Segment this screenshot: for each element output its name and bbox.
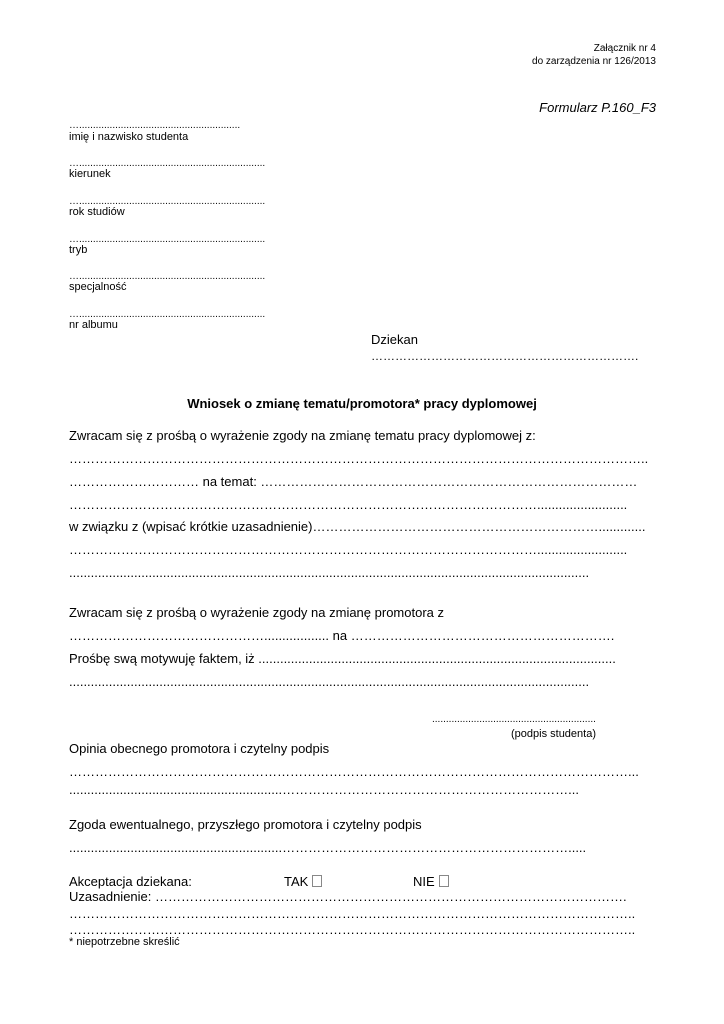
topic-line-5[interactable]: ………………………………………………………………………………………………......................... [69, 542, 628, 557]
dean-name-line[interactable]: …………………………………………………………. [371, 349, 639, 363]
student-signature-label: (podpis studenta) [511, 728, 596, 740]
album-number-line[interactable]: …................................................................... [69, 309, 266, 320]
justification-line[interactable]: Uzasadnienie: ………………………………………………………………………………………………. [69, 889, 627, 904]
topic-new-line[interactable]: ………………………… na temat: …………………………………………………………………………… [69, 474, 638, 489]
supervisor-motivation-line-2[interactable]: ................................................................................................................................................ [69, 674, 590, 689]
topic-change-intro: Zwracam się z prośbą o wyrażenie zgody na zmianę tematu pracy dyplomowej z: [69, 428, 536, 443]
regulation-reference: do zarządzenia nr 126/2013 [532, 56, 656, 67]
current-supervisor-line-2[interactable]: ...........................................................…………………………………………………………... [69, 782, 579, 797]
student-signature-line[interactable]: ........................................................... [432, 714, 596, 725]
topic-line-3[interactable]: ………………………………………………………………………………………………......................... [69, 497, 628, 512]
topic-line-6[interactable]: ................................................................................................................................................ [69, 565, 590, 580]
topic-current-line[interactable]: …………………………………………………………………………………………………………………….. [69, 451, 649, 466]
form-identifier: Formularz P.160_F3 [539, 100, 656, 115]
dean-label: Dziekan [371, 332, 418, 347]
student-name-line[interactable]: ….......................................................... [69, 120, 241, 131]
student-name-label: imię i nazwisko studenta [69, 131, 189, 143]
accept-yes-option[interactable] [284, 874, 322, 889]
future-supervisor-line[interactable]: ...........................................................…………………………………………………………..... [69, 840, 587, 855]
accept-yes-label: TAK [284, 874, 309, 889]
supervisor-motivation-line[interactable]: Prośbę swą motywuję faktem, iż ................................................................................................... [69, 651, 616, 666]
study-mode-line[interactable]: …................................................................... [69, 234, 266, 245]
document-title: Wniosek o zmianę tematu/promotora* pracy dyplomowej [187, 396, 537, 411]
justification-line-2[interactable]: ………………………………………………………………………………………………………………….. [69, 906, 636, 921]
accept-no-option[interactable] [413, 874, 449, 889]
album-number-label: nr albumu [69, 319, 118, 331]
footnote: * niepotrzebne skreślić [69, 936, 180, 948]
current-supervisor-line-1[interactable]: …………………………………………………………………………………………………………………... [69, 764, 639, 779]
specialization-label: specjalność [69, 281, 127, 293]
accept-no-label: NIE [413, 874, 435, 889]
justification-line-3[interactable]: ………………………………………………………………………………………………………………….. [69, 922, 636, 937]
specialization-line[interactable]: …................................................................... [69, 271, 266, 282]
current-supervisor-label: Opinia obecnego promotora i czytelny podpis [69, 741, 330, 756]
annex-number: Załącznik nr 4 [593, 43, 656, 54]
field-of-study-label: kierunek [69, 168, 111, 180]
future-supervisor-label: Zgoda ewentualnego, przyszłego promotora i czytelny podpis [69, 817, 422, 832]
year-of-study-line[interactable]: …................................................................... [69, 196, 266, 207]
supervisor-from-to-line[interactable]: ……………………………………….................. na ……………………………………………………. [69, 628, 615, 643]
year-of-study-label: rok studiów [69, 206, 125, 218]
accept-no-checkbox[interactable] [439, 875, 449, 887]
study-mode-label: tryb [69, 244, 88, 256]
supervisor-change-intro: Zwracam się z prośbą o wyrażenie zgody na zmianę promotora z [69, 605, 444, 620]
topic-justification-line[interactable]: w związku z (wpisać krótkie uzasadnienie)…………………………………………………………............. [69, 519, 646, 534]
accept-yes-checkbox[interactable] [312, 875, 322, 887]
dean-acceptance-label: Akceptacja dziekana: [69, 874, 192, 889]
field-of-study-line[interactable]: …................................................................... [69, 158, 266, 169]
